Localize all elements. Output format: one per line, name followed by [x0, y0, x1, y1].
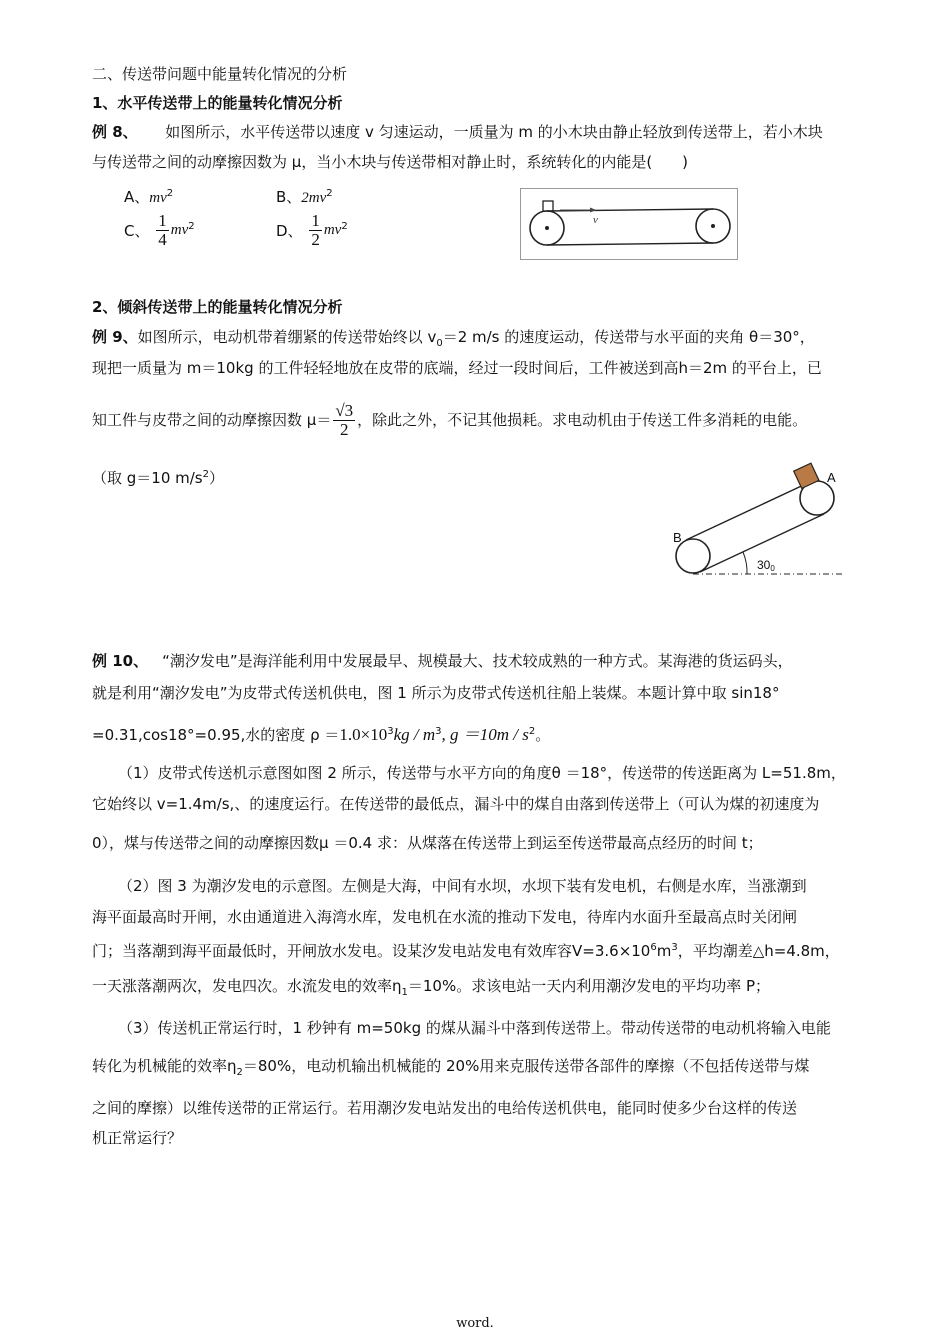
q2-line3: 门；当落潮到海平面最低时，开闸放水发电。设某汐发电站发电有效库容$V=3.6\times 10^6m^3$，平均潮差△h=4.8m，: [92, 942, 840, 960]
q3-line4: 机正常运行？: [92, 1129, 183, 1147]
ex8-text-1: 如图所示，水平传送带以速度 v 匀速运动，一质量为 m 的小木块由静止轻放到传送带上，若小木块: [165, 123, 823, 141]
label-a: A: [827, 470, 836, 485]
ex8-line2: 与传送带之间的动摩擦因数为 μ，当小木块与传送带相对静止时，系统转化的内能是( ): [92, 153, 689, 171]
q3-line2: 转化为机械能的效率$\eta_2=80\%$，电动机输出机械能的 20%用来克服传送带各部件的摩擦（不包括传送带与煤: [92, 1057, 810, 1078]
ex9-line1: 例 9、如图所示，电动机带着绷紧的传送带始终以 $v_0=2$ m/s 的速度运动，传送带与水平面的夹角 θ＝30°，: [92, 328, 815, 349]
ex8-option-c: C、 $\frac{1}{4}$ $mv^2$: [124, 211, 195, 249]
horizontal-conveyor-figure: [520, 188, 738, 260]
q1-line3: 0），煤与传送带之间的动摩擦因数μ ＝0.4 求：从煤落在传送带上到运至传送带最高点经历的时间 t；: [92, 834, 763, 852]
q2-line4: 一天涨落潮两次，发电四次。水流发电的效率$\eta_1=10\%$。求该电站一天内利用潮汐发电的平均功率 P；: [92, 977, 771, 998]
section-title: 二、传送带问题中能量转化情况的分析: [92, 65, 348, 83]
ex10-line3: =0.31,cos18°=0.95,水的密度 $\rho =1.0\times 10^3kg / m^3$, $g =10m / s^2$。: [92, 725, 551, 744]
q1-line2: 它始终以 v=1.4m/s,、的速度运行。在传送带的最低点，漏斗中的煤自由落到传送带上（可认为煤的初速度为: [92, 795, 820, 813]
ex9-line2: 现把一质量为 m＝10kg 的工件轻轻地放在皮带的底端，经过一段时间后，工件被送到高h＝2m 的平台上，已: [92, 359, 822, 377]
angle-label: 300: [757, 558, 775, 573]
ex8-option-b: B、$2mv^2$: [276, 188, 333, 206]
fraction: $\frac{1}{2}$: [311, 211, 320, 249]
q3-line3: 之间的摩擦）以维传送带的正常运行。若用潮汐发电站发出的电给传送机供电，能同时使多少台这样的传送: [92, 1099, 798, 1117]
fraction: $\frac{1}{4}$: [158, 211, 167, 249]
ex9-line4: （取 g＝10 $m/s^2$）: [92, 469, 225, 487]
ex8-label: 例 8、: [92, 123, 138, 141]
ex8-line1: [92, 122, 823, 142]
part1-heading: 1、水平传送带上的能量转化情况分析: [92, 94, 343, 112]
velocity-label: v: [593, 214, 598, 226]
ex8-option-d: D、 $\frac{1}{2}$ $mv^2$: [276, 211, 348, 249]
ex10-line1: 例 10、 “潮汐发电”是海洋能利用中发展最早、规模最大、技术较成熟的一种方式。某海港的货运码头，: [92, 652, 793, 670]
ex9-line3: 知工件与皮带之间的动摩擦因数 μ＝ $\frac{√3}{2}$ ，除此之外，不记其他损耗。求电动机由于传送工件多消耗的电能。: [92, 401, 808, 439]
ex10-label: 例 10、: [92, 652, 149, 670]
ex9-label: 例 9、: [92, 328, 138, 346]
q2-line2: 海平面最高时开闸，水由通道进入海湾水库，发电机在水流的推动下发电，待库内水面升至最高点时关闭闸: [92, 908, 798, 926]
part2-heading: 2、倾斜传送带上的能量转化情况分析: [92, 298, 343, 316]
fraction-sqrt3-over-2: $\frac{√3}{2}$: [335, 401, 354, 439]
q3-line1: （3）传送机正常运行时，1 秒钟有 m=50kg 的煤从漏斗中落到传送带上。带动传送带的电动机将输入电能: [118, 1019, 831, 1037]
ex10-line2: 就是利用“潮汐发电”为皮带式传送机供电，图 1 所示为皮带式传送机往船上装煤。本题计算中取 sin18°: [92, 684, 780, 702]
label-b: B: [673, 530, 682, 545]
q1-line1: （1）皮带式传送机示意图如图 2 所示，传送带与水平方向的角度θ ＝18°，传送带的传送距离为 L=51.8m，: [118, 764, 846, 782]
q2-line1: （2）图 3 为潮汐发电的示意图。左侧是大海，中间有水坝，水坝下装有发电机，右侧是水库，当涨潮到: [118, 877, 807, 895]
inclined-conveyor-figure: [665, 458, 850, 582]
page-footer: word.: [456, 1316, 494, 1331]
ex8-option-a: A、$mv^2$: [124, 188, 174, 206]
